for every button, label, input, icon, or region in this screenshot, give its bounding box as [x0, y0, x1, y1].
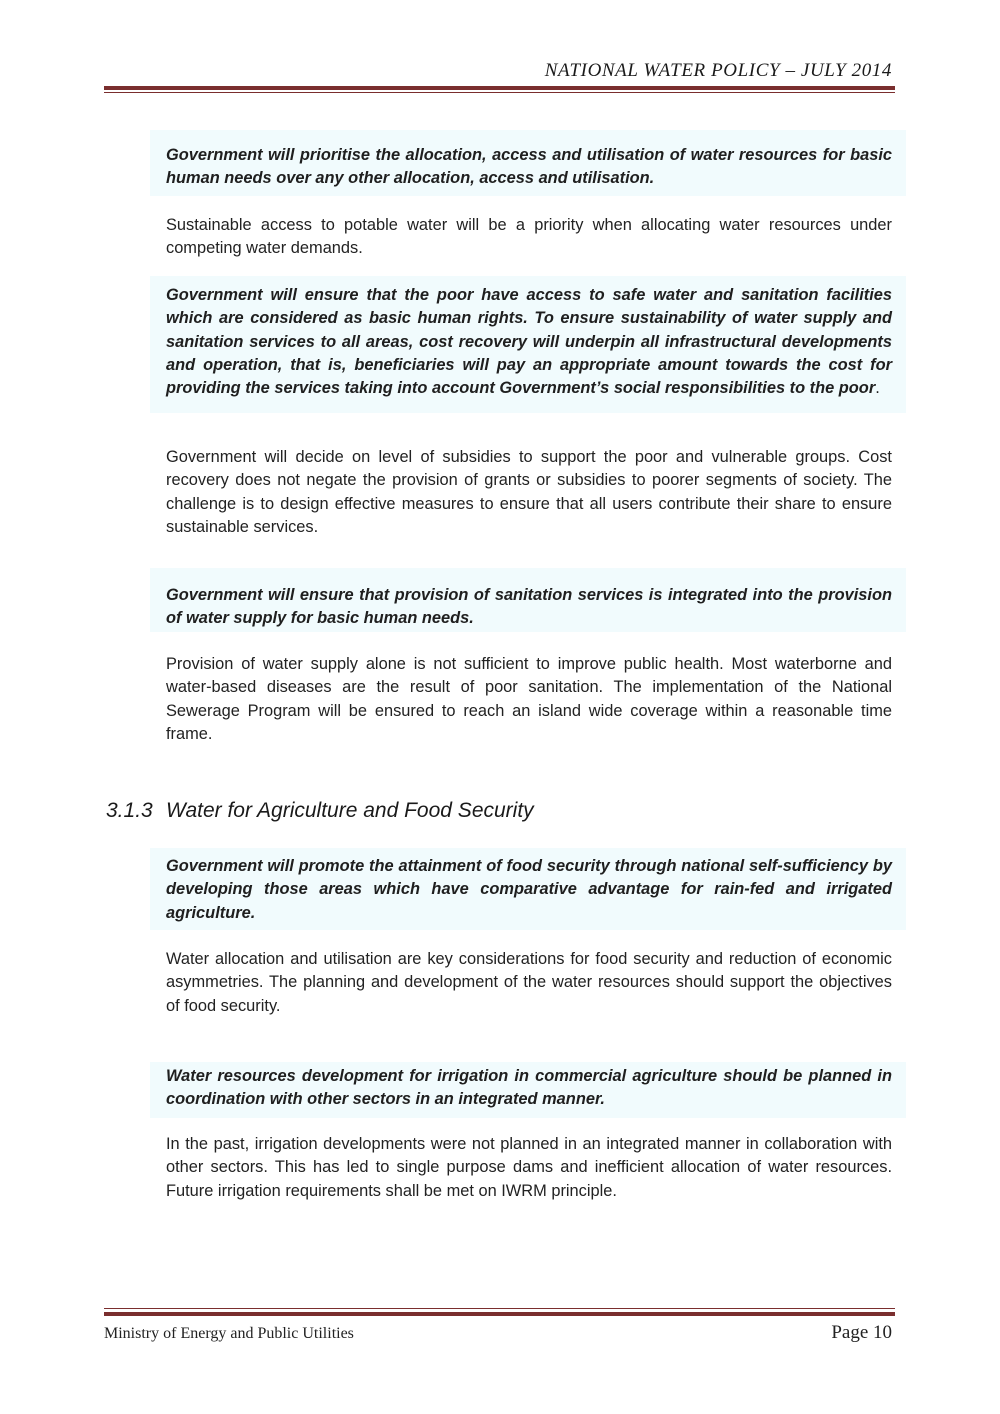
- header-title: NATIONAL WATER POLICY – JULY 2014: [544, 60, 892, 81]
- section-number: 3.1.3: [106, 799, 153, 822]
- header-rule-thick: [104, 86, 895, 90]
- paragraph-potable-water: Sustainable access to potable water will be a priority when allocating water resources under competing water demands.: [166, 216, 892, 258]
- paragraph-subsidies: Government will decide on level of subsidies to support the poor and vulnerable groups. Cost recovery does not negate the provision of grants or subsidies to poorer segments of society. The challenge is to design effective measures to ensure that all users contribute their share to ensure sustainable services.: [166, 448, 892, 536]
- policy-text: Water resources development for irrigation in commercial agriculture should be planned in coordination with other sectors in an integrated manner.: [166, 1067, 892, 1109]
- policy-text: Government will promote the attainment of food security through national self-sufficiency by developing those areas which have comparative advantage for rain-fed and irrigated agriculture.: [166, 857, 892, 922]
- paragraph-water-allocation: Water allocation and utilisation are key considerations for food security and reduction of economic asymmetries. The planning and development of the water resources should support the objectives of food security.: [166, 950, 892, 1015]
- policy-statement-irrigation: [150, 1062, 906, 1118]
- footer-ministry: Ministry of Energy and Public Utilities: [104, 1325, 354, 1342]
- policy-text: Government will prioritise the allocation, access and utilisation of water resources for basic human needs over any other allocation, access and utilisation.: [166, 146, 892, 188]
- policy-statement-basic-needs: [150, 130, 906, 196]
- policy-statement-poor-access: [150, 276, 906, 413]
- policy-statement-food-security: [150, 848, 906, 930]
- section-heading: [106, 799, 534, 823]
- policy-text: Government will ensure that the poor have access to safe water and sanitation facilities which are considered as basic human rights. To ensure sustainability of water supply and sanitation services to all areas, cost recovery will underpin all infrastructural developments and operation, that is, beneficiaries will pay an appropriate amount towards the cost for providing the services taking into account Government’s social responsibilities to the poor.: [166, 286, 892, 398]
- policy-text: Government will ensure that provision of sanitation services is integrated into the provision of water supply for basic human needs.: [166, 586, 892, 628]
- policy-statement-sanitation: [150, 568, 906, 632]
- paragraph-irrigation-history: In the past, irrigation developments were not planned in an integrated manner in collaboration with other sectors. This has led to single purpose dams and inefficient allocation of water resources. Future irrigation requirements shall be met on IWRM principle.: [166, 1135, 892, 1200]
- paragraph-water-supply-health: Provision of water supply alone is not sufficient to improve public health. Most waterborne and water-based diseases are the result of poor sanitation. The implementation of the National Sewerage Program will be ensured to reach an island wide coverage within a reasonable time frame.: [166, 655, 892, 743]
- header-rule-thin: [104, 92, 895, 93]
- footer-rule-thin: [104, 1308, 895, 1309]
- page-number: Page 10: [831, 1322, 892, 1343]
- footer-rule-thick: [104, 1312, 895, 1316]
- section-title: Water for Agriculture and Food Security: [166, 799, 534, 822]
